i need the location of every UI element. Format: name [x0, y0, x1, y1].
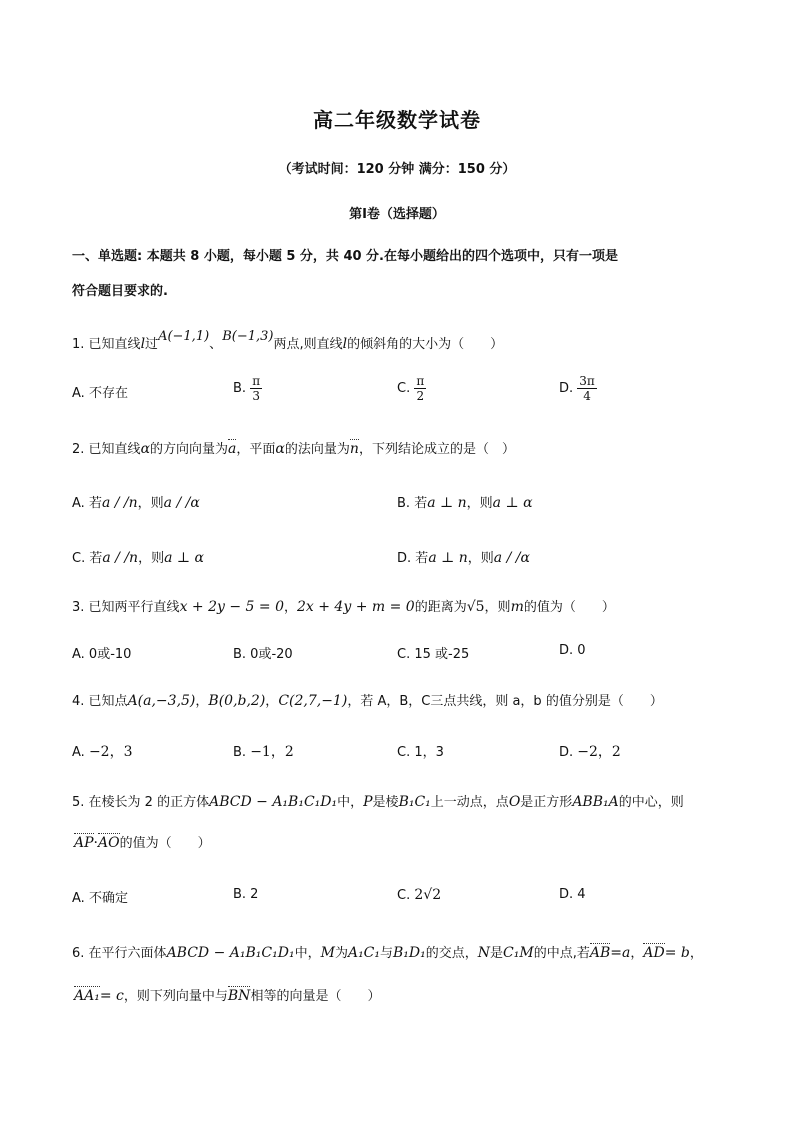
volume-heading: 第Ⅰ卷（选择题） [349, 207, 445, 222]
question-3: 3. 已知两平行直线x + 2y − 5 = 0，2x + 4y + m = 0的距离为√5，则m的值为（ ） [72, 599, 615, 615]
q3-option-b: B. 0或-20 [233, 647, 293, 662]
section-heading-line1: 一、单选题: 本题共 8 小题，每小题 5 分，共 40 分.在每小题给出的四个选项中，只有一项是 [72, 249, 619, 264]
question-2: 2. 已知直线α的方向向量为a，平面α的法向量为n，下列结论成立的是（ ） [72, 441, 515, 457]
equation-1: x + 2y − 5 = 0 [179, 599, 284, 615]
question-6: 6. 在平行六面体ABCD − A₁B₁C₁D₁中，M为A₁C₁与B₁D₁的交点，N是C₁M的中点,若AB=a，AD= b， [72, 945, 703, 961]
q3-option-a: A. 0或-10 [72, 647, 132, 662]
q5-option-b: B. 2 [233, 887, 259, 902]
q1-option-a: A. 不存在 [72, 386, 128, 401]
q4-option-a: A. −2，3 [72, 744, 133, 760]
point-b: B(−1,3) [222, 329, 274, 344]
point-a: A(−1,1) [158, 329, 210, 344]
q2-option-d: D. 若a ⊥ n，则a / /α [397, 550, 530, 566]
q1-option-b: B. $\frac{\pi}{3}$ [233, 374, 261, 403]
q3-option-d: D. 0 [559, 643, 586, 658]
q1-option-d: D. $\frac{3\pi}{4}$ [559, 374, 595, 403]
exam-info: （考试时间：120 分钟 满分：150 分） [278, 162, 516, 177]
section-heading-line2: 符合题目要求的. [72, 284, 168, 299]
question-5-line2: AP·AO的值为（ ） [74, 835, 211, 851]
q4-option-c: C. 1，3 [397, 745, 444, 760]
q5-option-c: C. 2√2 [397, 887, 442, 903]
q2-option-a: A. 若a / /n，则a / /α [72, 495, 200, 511]
question-1: 1. 已知直线l过A(−1,1)、B(−1,3)两点,则直线l的倾斜角的大小为（ ） [72, 329, 504, 352]
page-title: 高二年级数学试卷 [313, 108, 481, 132]
question-number: 1. [72, 337, 85, 352]
q5-option-d: D. 4 [559, 887, 586, 902]
question-6-line2: AA₁= c，则下列向量中与BN相等的向量是（ ） [74, 988, 381, 1004]
q1-option-c: C. $\frac{\pi}{2}$ [397, 374, 425, 403]
equation-2: 2x + 4y + m = 0 [297, 599, 415, 615]
q4-option-b: B. −1，2 [233, 744, 294, 760]
q3-option-c: C. 15 或-25 [397, 647, 470, 662]
question-5: 5. 在棱长为 2 的正方体ABCD − A₁B₁C₁D₁中，P是棱B₁C₁上一动点，点O是正方形ABB₁A的中心，则 [72, 794, 684, 810]
q2-option-b: B. 若a ⊥ n，则a ⊥ α [397, 495, 533, 511]
question-4: 4. 已知点A(a,−3,5)，B(0,b,2)，C(2,7,−1)，若 A，B，C三点共线，则 a，b 的值分别是（ ） [72, 693, 663, 709]
q2-option-c: C. 若a / /n，则a ⊥ α [72, 550, 204, 566]
q4-option-d: D. −2，2 [559, 744, 621, 760]
q5-option-a: A. 不确定 [72, 891, 128, 906]
